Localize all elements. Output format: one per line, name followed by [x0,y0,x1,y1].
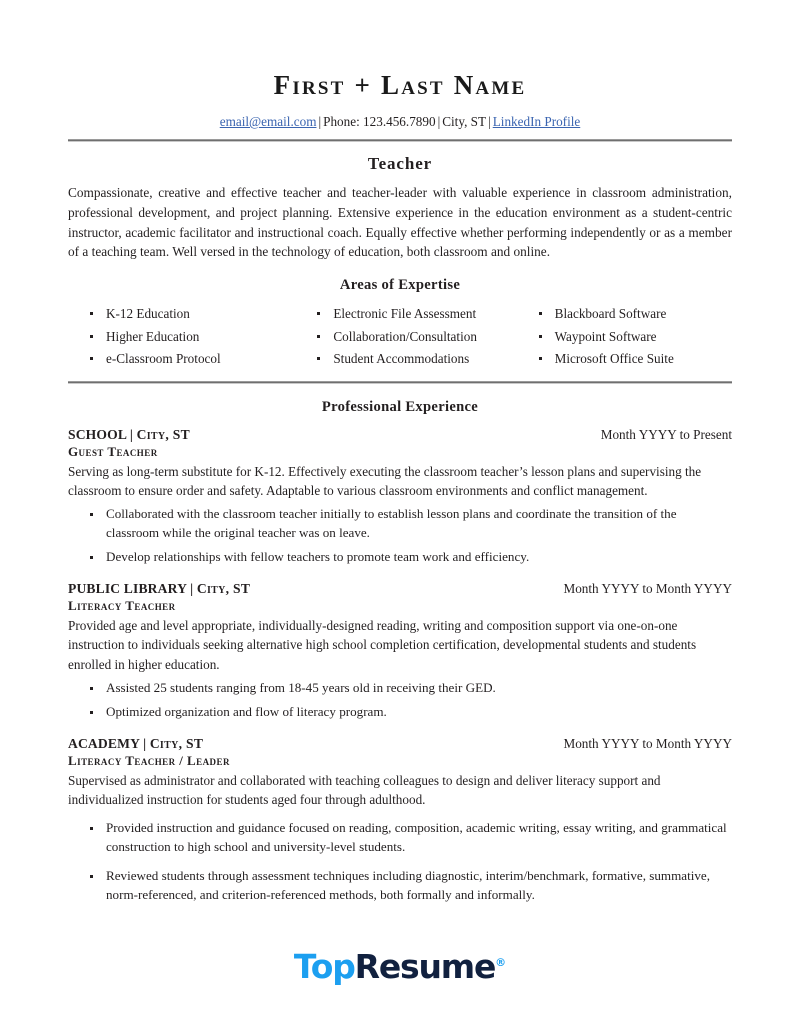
linkedin-link[interactable]: LinkedIn Profile [492,114,581,130]
job-bullet: Reviewed students through assessment techniques including diagnostic, interim/benchmark, formative, summative, norm-referenced, and criterion-referenced methods, both formally and informally. [68,867,732,905]
job-bullet: Optimized organization and flow of literacy program. [68,703,732,722]
job-description: Supervised as administrator and collaborated with teaching colleagues to design and deliver literacy support and individualized instruction for students aged four through adulthood. [68,772,661,807]
job-bullet: Develop relationships with fellow teachers to promote team work and efficiency. [68,548,732,567]
skill-item: Blackboard Software [533,303,732,326]
skill-item: Waypoint Software [533,326,732,349]
job-bullet: Collaborated with the classroom teacher initially to establish lesson plans and coordinate the transition of the classroom while the original teacher was on leave. [68,505,732,543]
expertise-columns [68,303,732,371]
experience-entry [68,427,732,567]
experience-entry-header [68,427,732,443]
logo-top-text: Top [293,947,355,986]
logo-resume-text: Resume [354,947,496,986]
employer-location: City, ST [149,735,204,751]
employer-separator: | [129,427,134,442]
expertise-column-3 [511,303,732,371]
footer [0,947,800,986]
target-role-title: Teacher [367,154,433,174]
expertise-heading: Areas of Expertise [339,276,461,293]
header-divider [68,139,732,142]
contact-separator-3: | [488,114,491,130]
contact-separator-2: | [437,114,441,130]
contact-separator-1: | [318,114,322,130]
employer-separator: | [190,581,194,597]
employer-name [68,581,250,597]
contact-line [68,113,732,130]
experience-entry [68,736,732,905]
job-bullet-list [68,505,732,567]
experience-entry-header [68,581,732,597]
skill-item: Microsoft Office Suite [533,348,732,371]
email-link[interactable]: email@email.com [219,114,317,130]
experience-entry [68,581,732,721]
employer-location: City, ST [136,427,191,442]
job-bullet-list [68,679,732,722]
employer-text: PUBLIC LIBRARY [68,581,187,597]
skill-item: Student Accommodations [311,348,510,371]
job-title: Literacy Teacher [68,598,176,614]
registered-trademark-icon: ® [495,956,507,969]
professional-summary: Compassionate, creative and effective teacher and teacher-leader with valuable experience in classroom administration, professional development, and project planning. Extensive experience in the education environment as a student-centric instructor, academic facilitator and instructional coach. Equally effective whether performing independently or as a member of a teaching team. Well versed in the technology of education, both classroom and online. [68,185,732,260]
employer-separator: | [143,735,147,751]
employer-name [68,427,190,443]
job-title: Literacy Teacher / Leader [68,752,230,768]
job-bullet: Assisted 25 students ranging from 18-45 years old in receiving their GED. [68,679,732,698]
skill-item: e-Classroom Protocol [84,348,289,371]
employer-location: City, ST [196,581,251,597]
expertise-column-2 [289,303,510,371]
employment-dates: Month YYYY to Present [600,427,732,442]
employer-text: SCHOOL [68,427,127,442]
expertise-column-1 [68,303,289,371]
phone-text: Phone: 123.456.7890 [323,114,436,130]
candidate-name: First + Last Name [273,70,527,100]
job-title: Guest Teacher [68,444,158,459]
job-bullet-list [68,819,732,905]
skill-item: Higher Education [84,326,289,349]
skill-item: Collaboration/Consultation [311,326,510,349]
employer-name [68,736,203,752]
employer-text: ACADEMY [68,735,140,751]
experience-entry-header [68,736,732,752]
skill-item: K-12 Education [84,303,289,326]
job-description: Provided age and level appropriate, individually-designed reading, writing and composition support via one-on-one instruction to individuals seeking alternative high school completion certification, developmental students and students enrolled in higher education. [68,618,697,672]
job-description: Serving as long-term substitute for K-12. Effectively executing the classroom teacher’s lesson plans and supervising the classroom to ensure order and safety. Adaptable to various classroom environments and conflict management. [68,464,702,499]
topresume-logo [293,947,507,986]
location-text: City, ST [442,114,487,130]
skill-item: Electronic File Assessment [311,303,510,326]
employment-dates: Month YYYY to Month YYYY [563,735,732,751]
employment-dates: Month YYYY to Month YYYY [563,581,732,597]
job-bullet: Provided instruction and guidance focused on reading, composition, academic writing, essay writing, and grammatical construction to high school and university-level students. [68,819,732,857]
experience-divider [68,381,732,384]
experience-heading: Professional Experience [321,399,479,415]
